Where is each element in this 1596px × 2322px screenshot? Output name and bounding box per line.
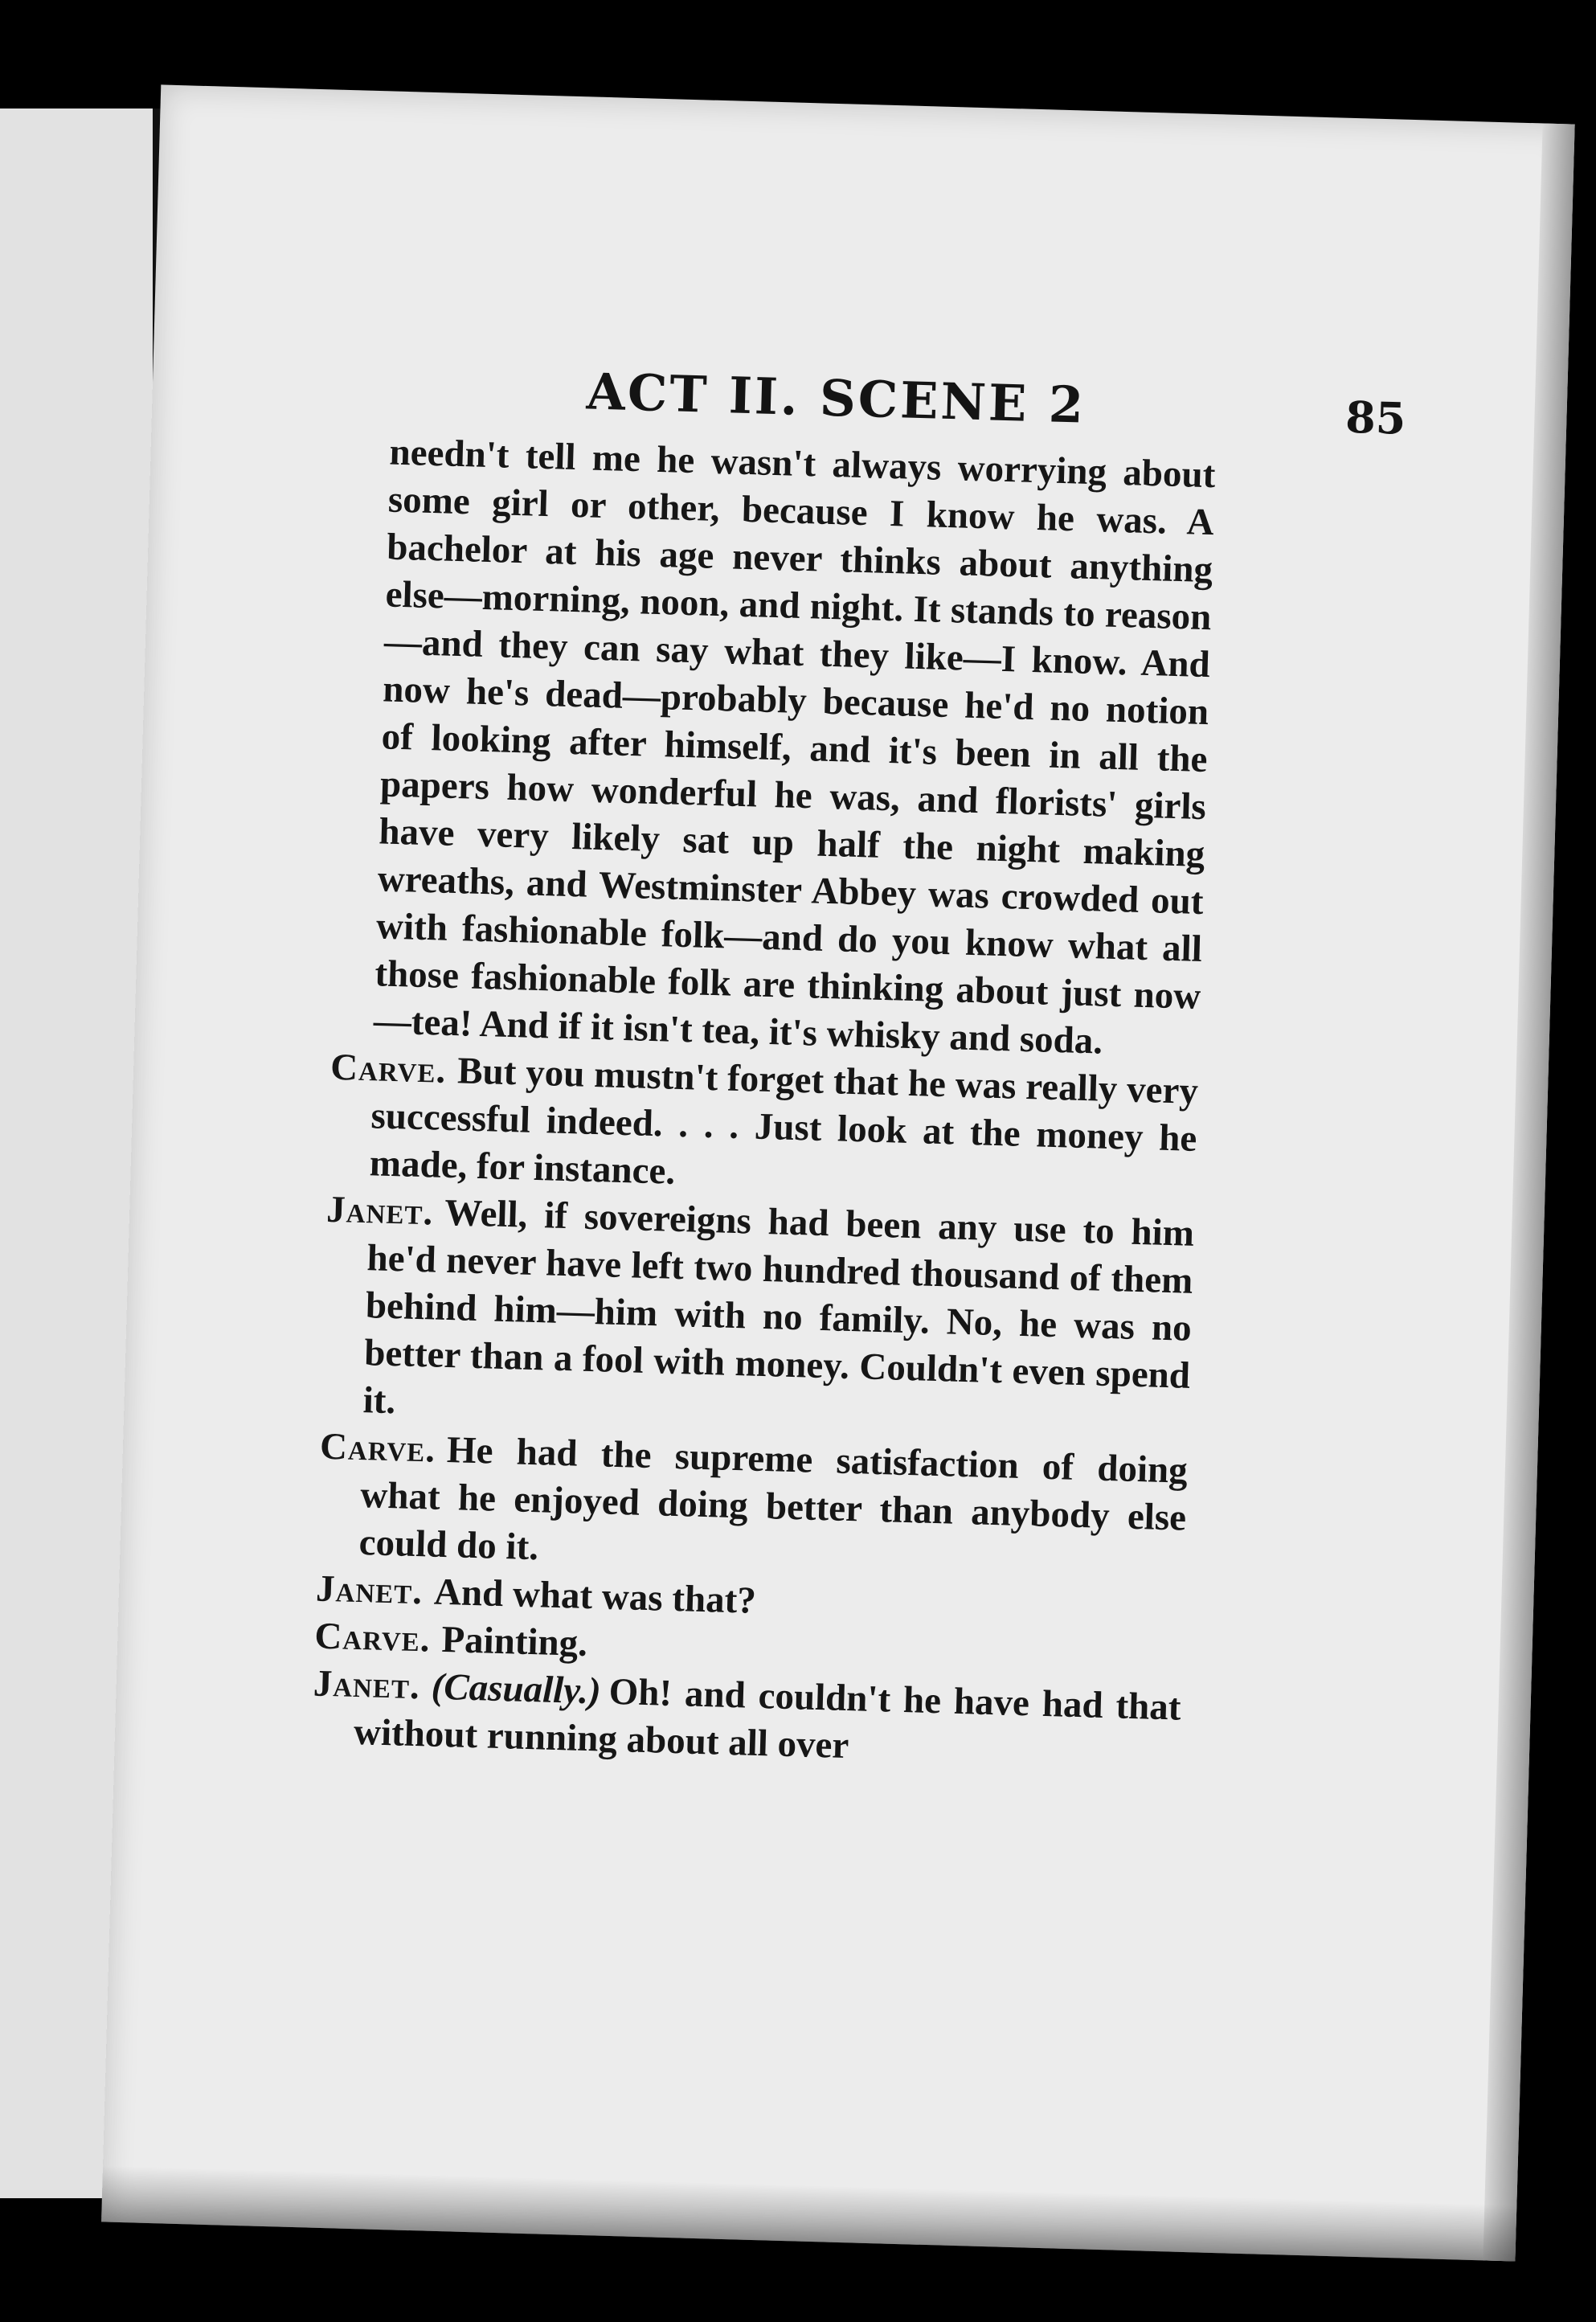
speech-text: And what was that?	[433, 1571, 757, 1622]
speaker-name: Carve.	[313, 1615, 432, 1661]
page-bottom-shadow	[101, 2165, 1516, 2261]
play-text	[311, 428, 1216, 1779]
speech	[317, 1423, 1189, 1590]
continued-speech: needn't tell me he wasn't always worrying about some girl or other, because I know he was. A bachelor at his age never thinks about anything else—morning, noon, and night. It stands to reason—and they can say what they like—I know. And now he's dead—probably because he'd no notion of looking after himself, and it's been in all the papers how wonderful he was, and florists' girls have very likely sat up half the night making wreaths, and Westminster Abbey was crowded out with fashionable folk—and do you know what all those fashionable folk are thinking about just now—tea! And if it isn't tea, it's whisky and soda.	[373, 431, 1217, 1063]
page-edge-shadow	[1483, 123, 1574, 2261]
speaker-name: Carve.	[319, 1425, 436, 1471]
speaker-name: Carve.	[329, 1046, 448, 1091]
speech-text: Painting.	[440, 1618, 588, 1665]
page-number: 85	[1344, 391, 1407, 444]
speech-text: He had the supreme satisfaction of doing what he enjoyed doing better than anybody else could do it.	[358, 1429, 1189, 1569]
speech	[321, 1186, 1195, 1448]
speech-text: But you mustn't forget that he was really very successful indeed. . . . Just look at the money he made, for instance.	[369, 1050, 1199, 1193]
speaker-name: Janet.	[315, 1567, 424, 1613]
speech-text: Oh! and couldn't he have had that without running about all over	[353, 1670, 1182, 1767]
speech	[327, 1044, 1199, 1210]
speaker-name: Janet.	[325, 1188, 434, 1234]
book-page	[101, 84, 1575, 2261]
speaker-name: Janet.	[313, 1662, 421, 1708]
speech-text: Well, if sovereigns had been any use to him he'd never have left two hundred thousand of them behind him—him with no family. No, he was no better than a fool with money. Couldn't even spend it.	[362, 1191, 1195, 1423]
running-head: ACT II. SCENE 2	[585, 362, 1087, 435]
stage-direction: (Casually.)	[431, 1665, 602, 1713]
